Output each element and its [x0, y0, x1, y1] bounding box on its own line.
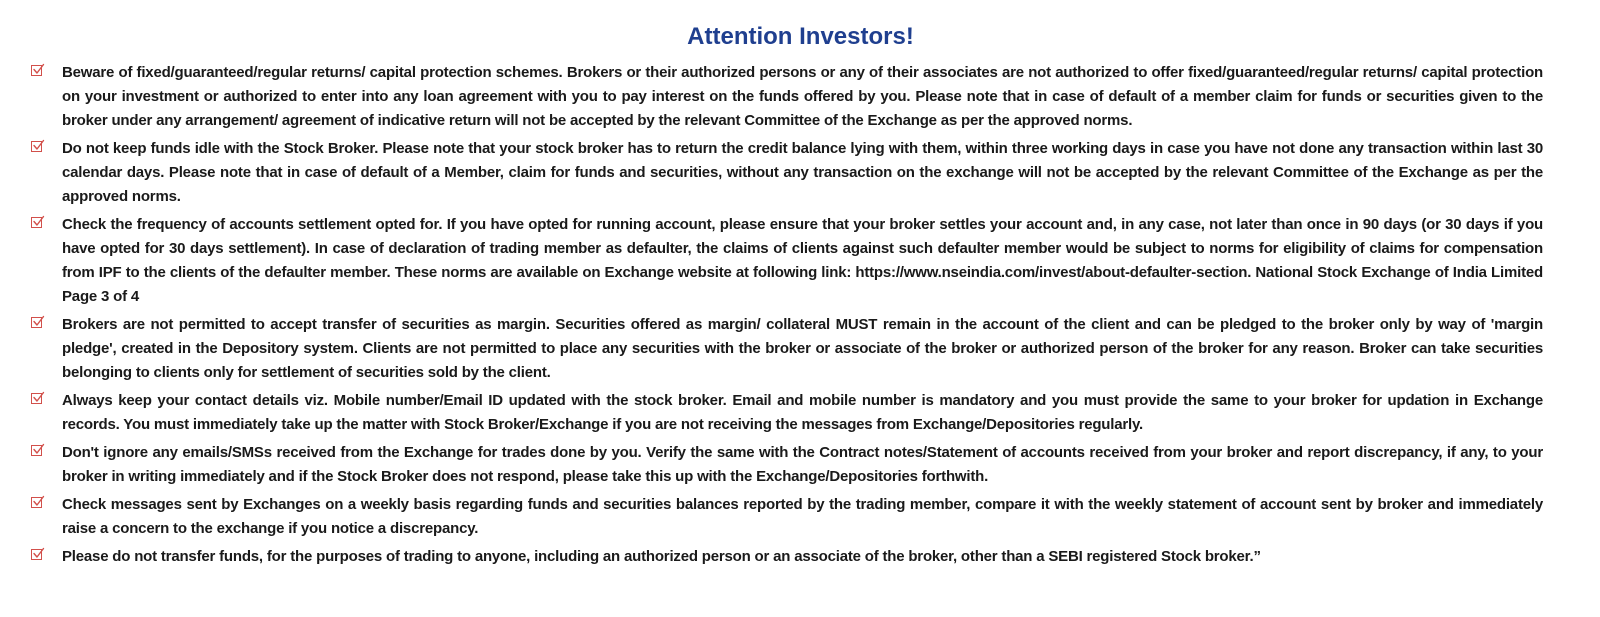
checkbox-checked-icon [31, 317, 42, 328]
list-item-8 [30, 545, 1543, 569]
list-item-text: Check the frequency of accounts settlement opted for. If you have opted for running account, please ensure that your broker settles your account and, in any case, not later than once in 90 days (or 30 days if you have opted for 30 days settlement). In case of declaration of trading member as defaulter, the claims of clients against such defaulter member would be subject to norms for eligibility of claims for compensation from IPF to the clients of the defaulter member. These norms are available on Exchange website at following link: https://www.nseindia.com/invest/about-defaulter-section. National Stock Exchange of India Limited Page 3 of 4 [62, 216, 1543, 305]
checkbox-checked-icon [31, 497, 42, 508]
list-item-text: Always keep your contact details viz. Mobile number/Email ID updated with the stock broker. Email and mobile number is mandatory and you must provide the same to your broker for updation in Exchange records. You must immediately take up the matter with Stock Broker/Exchange if you are not receiving the messages from Exchange/Depositories regularly. [62, 392, 1543, 433]
page-title: Attention Investors! [687, 23, 914, 50]
list-item-text: Brokers are not permitted to accept transfer of securities as margin. Securities offered as margin/ collateral MUST remain in the account of the client and can be pledged to the broker only by way of 'margin pledge', created in the Depository system. Clients are not permitted to place any securities with the broker or associate of the broker or authorized person of the broker for any reason. Broker can take securities belonging to clients only for settlement of securities sold by the client. [62, 316, 1543, 381]
list-item-4 [30, 313, 1543, 385]
list-item-text: Please do not transfer funds, for the purposes of trading to anyone, including an authorized person or an associate of the broker, other than a SEBI registered Stock broker.” [62, 548, 1261, 565]
list-item-2 [30, 137, 1543, 209]
checkbox-checked-icon [31, 65, 42, 76]
list-item-5 [30, 389, 1543, 437]
list-item-text: Do not keep funds idle with the Stock Broker. Please note that your stock broker has to return the credit balance lying with them, within three working days in case you have not done any transaction within last 30 calendar days. Please note that in case of default of a Member, claim for funds and securities, without any transaction on the exchange will not be accepted by the relevant Committee of the Exchange as per the approved norms. [62, 140, 1543, 205]
list-item-3 [30, 213, 1543, 309]
list-item-text: Beware of fixed/guaranteed/regular returns/ capital protection schemes. Brokers or their authorized persons or any of their associates are not authorized to offer fixed/guaranteed/regular returns/ capital protection on your investment or authorized to enter into any loan agreement with you to pay interest on the funds offered by you. Please note that in case of default of a member claim for funds or securities given to the broker under any arrangement/ agreement of indicative return will not be accepted by the relevant Committee of the Exchange as per the approved norms. [62, 64, 1543, 129]
list-item-7 [30, 493, 1543, 541]
list-item-text: Check messages sent by Exchanges on a weekly basis regarding funds and securities balances reported by the trading member, compare it with the weekly statement of account sent by broker and immediately raise a concern to the exchange if you notice a discrepancy. [62, 496, 1543, 537]
checkbox-checked-icon [31, 217, 42, 228]
checkbox-checked-icon [31, 549, 42, 560]
list-item-6 [30, 441, 1543, 489]
checkbox-checked-icon [31, 141, 42, 152]
list-item-1 [30, 61, 1543, 133]
checkbox-checked-icon [31, 445, 42, 456]
list-item-text: Don't ignore any emails/SMSs received from the Exchange for trades done by you. Verify the same with the Contract notes/Statement of accounts received from your broker and report discrepancy, if any, to your broker in writing immediately and if the Stock Broker does not respond, please take this up with the Exchange/Depositories forthwith. [62, 444, 1543, 485]
notice-list [30, 61, 1543, 569]
checkbox-checked-icon [31, 393, 42, 404]
